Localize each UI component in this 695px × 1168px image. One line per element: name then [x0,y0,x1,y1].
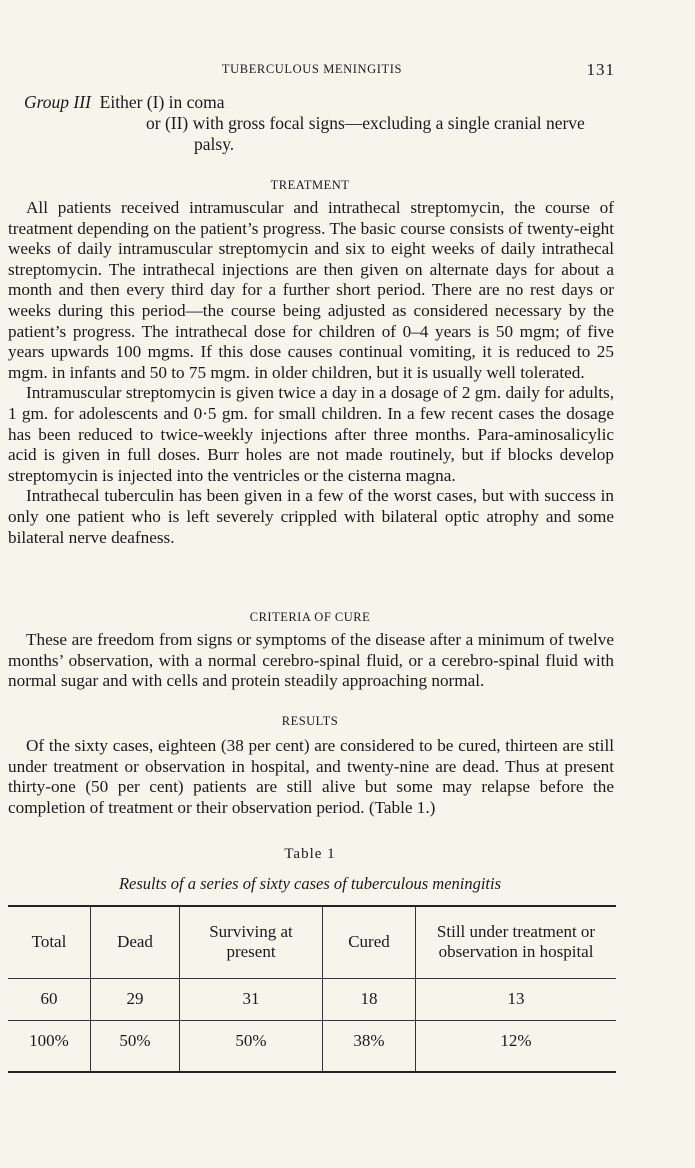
results-table [8,905,616,1073]
table-cell: 29 [91,978,180,1020]
group-iii-label: Group III [24,92,91,112]
column-header: Surviving at present [180,906,323,978]
table-header-row [8,906,616,978]
table-cell: 12% [416,1020,617,1072]
table-cell: 13 [416,978,617,1020]
table-row [8,1020,616,1072]
column-header: Still under treatment or observation in hospital [416,906,617,978]
treatment-heading: TREATMENT [270,178,350,192]
table-cell: 100% [29,1030,69,1050]
group-iii-line2: or (II) with gross focal signs—excluding a single cranial nerve [146,113,585,133]
table-caption: Results of a series of sixty cases of tuberculous meningitis [118,874,502,893]
column-header: Total [31,932,67,952]
table-title: Table 1 [284,846,336,862]
column-header: Dead [91,906,180,978]
treatment-paragraph: All patients received intramuscular and intrathecal streptomycin, the course of treatment depending on the patient’s progress. The basic course consists of twenty-eight weeks of daily intramuscular streptomycin and six to eight weeks of daily intrathecal streptomycin. The intrathecal injections are then given on alternate days for about a month and then every third day for a further short period. There are no rest days or weeks during this period—the course being adjusted as considered necessary by the patient’s progress. The intrathecal dose for children of 0–4 years is 50 mgm; of five years upwards 100 mgms. If this dose causes continual vomiting, it is reduced to 25 mgm. in infants and 50 to 75 mgm. in older children, but it is usually well tolerated. [8,198,614,382]
table-cell: 60 [40,989,58,1008]
treatment-paragraph: Intramuscular streptomycin is given twice a day in a dosage of 2 gm. daily for adults, 1 gm. for adolescents and 0·5 gm. for small children. In a few recent cases the dosage has been reduced to twice-weekly injections after three months. Para-aminosalicylic acid is given in full doses. Burr holes are not made routinely, but if blocks develop streptomycin is injected into the ventricles or the cisterna magna. [8,383,614,485]
page-number: 131 [586,60,615,79]
treatment-paragraph: Intrathecal tuberculin has been given in a few of the worst cases, but with success in only one patient who is left severely crippled with bilateral optic atrophy and some bilateral nerve deafness. [8,486,614,547]
table-row [8,978,616,1020]
table-cell: 50% [91,1020,180,1072]
group-iii-definition [24,92,624,155]
group-iii-line3: palsy. [194,134,235,154]
table-cell: 50% [180,1020,323,1072]
results-body [8,736,614,818]
criteria-paragraph: These are freedom from signs or symptoms of the disease after a minimum of twelve months’ observation, with a normal cerebro-spinal fluid, or a cerebro-spinal fluid with normal sugar and with cells and protein steadily approaching normal. [8,630,614,691]
criteria-body [8,630,614,692]
table-cell: 31 [180,978,323,1020]
table-cell: 18 [323,978,416,1020]
results-heading: RESULTS [281,714,339,728]
group-iii-line1: Either (I) in coma [99,92,225,112]
criteria-heading: CRITERIA OF CURE [249,610,371,624]
column-header: Cured [323,906,416,978]
table-cell: 38% [323,1020,416,1072]
running-head: TUBERCULOUS MENINGITIS [221,62,403,76]
results-paragraph: Of the sixty cases, eighteen (38 per cent) are considered to be cured, thirteen are still under treatment or observation in hospital, and twenty-nine are dead. Thus at present thirty-one (50 per cent) patients are still alive but some may relapse before the completion of treatment or their observation period. (Table 1.) [8,736,614,817]
treatment-body [8,198,614,548]
